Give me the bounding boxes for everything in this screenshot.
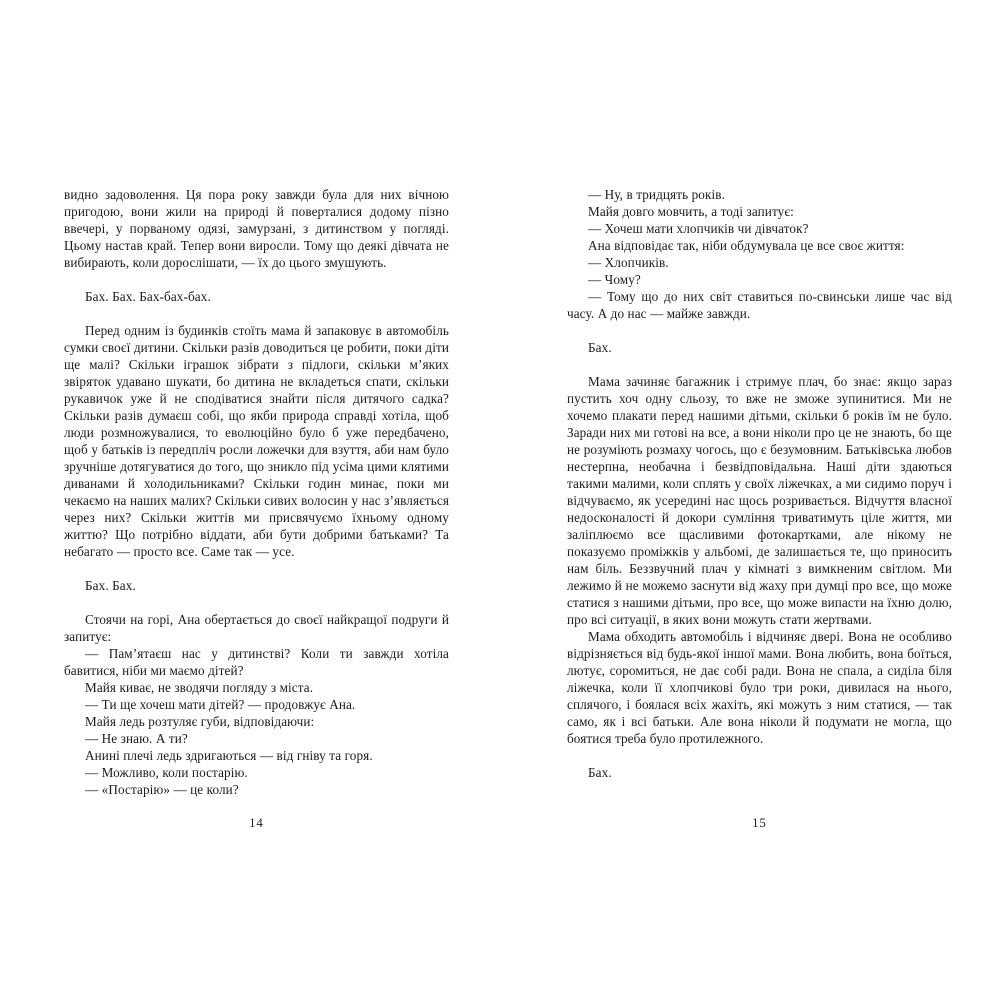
page-right <box>567 186 952 866</box>
paragraph: — Хочеш мати хлопчиків чи дівчаток? <box>588 221 809 236</box>
page-number-left: 14 <box>249 816 264 830</box>
paragraph: — Ти ще хочеш мати дітей? — продовжує Ана. <box>85 697 356 712</box>
paragraph: — Чому? <box>588 272 641 287</box>
paragraph: Бах. <box>588 765 612 780</box>
paragraph: Бах. Бах. Бах-бах-бах. <box>85 289 211 304</box>
paragraph: — Можливо, коли постарію. <box>85 765 248 780</box>
paragraph: Анині плечі ледь здригаються — від гніву та горя. <box>85 748 373 763</box>
paragraph: — Тому що до них світ ставиться по-свинськи лише час від часу. А до нас — майже завжди. <box>567 289 952 321</box>
paragraph: Бах. Бах. <box>85 578 136 593</box>
paragraph: Майя довго мовчить, а тоді запитує: <box>588 204 794 219</box>
paragraph: видно задоволення. Ця пора року завжди була для них вічною пригодою, вони жили на природі й поверталися додому пізно ввечері, у порваному одязі, замурзані, з дитинством у погляді. Цьому настав край. Тепер вони виросли. Тому що деякі дівчата не вибирають, коли дорослішати, — їх до цього змушують. <box>64 187 449 270</box>
paragraph: Майя ледь розтуляє губи, відповідаючи: <box>85 714 315 729</box>
page-number-right: 15 <box>752 816 767 830</box>
paragraph: Мама обходить автомобіль і відчиняє двері. Вона не особливо відрізняється від будь-якої іншої мами. Вона любить, вона боїться, лютує, соромиться, не дає собі ради. Вона не спала, а сиділа біля ліжечка, коли її хлопчикові було три роки, дивилася на нього, сплячого, і боялася всіх жахіть, які можуть з ним статися, — так само, як і всі батьки. Але вона ніколи й подумати не могла, що боятися треба було протилежного. <box>567 629 952 746</box>
paragraph: — Хлопчиків. <box>588 255 669 270</box>
paragraph: — Ну, в тридцять років. <box>588 187 725 202</box>
page-left-text <box>64 186 449 798</box>
paragraph: Майя киває, не зводячи погляду з міста. <box>85 680 314 695</box>
paragraph: — Не знаю. А ти? <box>85 731 188 746</box>
paragraph: Бах. <box>588 340 612 355</box>
page-right-text <box>567 186 952 781</box>
paragraph: Стоячи на горі, Ана обертається до своєї найкращої подруги й запитує: <box>64 612 449 644</box>
paragraph: Мама зачиняє багажник і стримує плач, бо знає: якщо зараз пустить хоч одну сльозу, то вже не зможе зупинитися. Ми не хочемо плакати перед нашими дітьми, скільки б років їм не було. Заради них ми готові на все, а вони ніколи про це не знають, бо ще не розуміють розмаху чогось, що є безумовним. Батьківська любов нестерпна, необачна і безвідповідальна. Наші діти здаються такими малими, коли сплять у своїх ліжечках, а ми сидимо поруч і відчуваємо, як усередині нас щось розривається. Відчуття власної недосконалості й докори сумління триватимуть ціле життя, ми заліплюємо все щасливими фотокартками, але нікому не показуємо проміжків у альбомі, де залишається те, що приносить нам біль. Беззвучний плач у кімнаті з вимкненим світлом. Ми лежимо й не можемо заснути від жаху при думці про все, що може статися з нашими дітьми, про все, що може випасти на їхню долю, про всі ситуації, в яких вони можуть стати жертвами. <box>567 374 952 627</box>
page-left <box>64 186 449 866</box>
paragraph: Ана відповідає так, ніби обдумувала це все своє життя: <box>588 238 905 253</box>
paragraph: — Пам’ятаєш нас у дитинстві? Коли ти завжди хотіла бавитися, ніби ми маємо дітей? <box>64 646 449 678</box>
paragraph: Перед одним із будинків стоїть мама й запаковує в автомобіль сумки своєї дитини. Скільки разів доводиться це робити, поки діти ще малі? Скільки іграшок зібрати з підлоги, скільки м’яких звіряток удавано шукати, бо дитина не вкладеться спати, скільки рукавичок уже й не сподіватися знайти після дитячого садка? Скільки разів думаєш собі, що якби природа справді хотіла, щоб люди розмножувалися, то еволюційно було б уже передбачено, щоб у батьків із передпліч росли ложечки для взуття, аби нам було зручніше дотягуватися до того, що зникло під усіма цими клятими диванами й холодильниками? Скільки годин минає, поки ми чекаємо на наших малих? Скільки сивих волосин у нас з’являється через них? Скільки життів ми присвячуємо їхньому одному життю? Що потрібно віддати, аби бути добрими батьками? Та небагато — просто все. Саме так — усе. <box>64 323 449 559</box>
paragraph: — «Постарію» — це коли? <box>85 782 239 797</box>
